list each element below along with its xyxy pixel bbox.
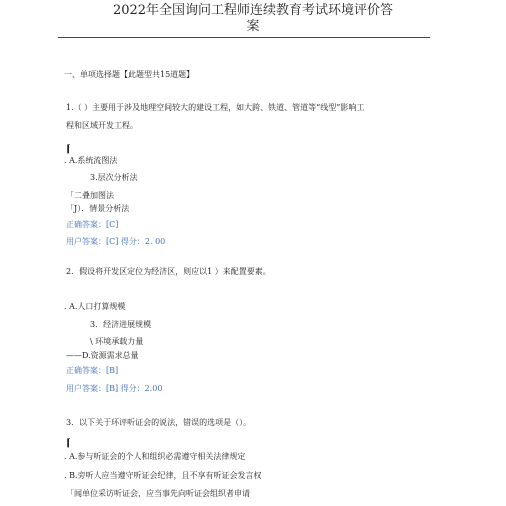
q2-option-a[interactable]: . A.人口打算规模 [64, 302, 126, 311]
q3-option-c[interactable]: 「闻单位采访听证会，应当事先向听证会组织者申请 [66, 489, 250, 498]
q1-mark-icon: ⌈ [66, 144, 71, 155]
q2-option-d[interactable]: ——D.资源需求总量 [66, 351, 139, 360]
title-line-1: 2022年全国询问工程师连续教育考试环境评价答 [112, 3, 394, 18]
q1-correct-answer: 正确答案：[C] [66, 220, 119, 229]
q2-correct-answer: 正确答案：[B] [66, 366, 119, 375]
q1-option-b[interactable]: 3.层次分析法 [90, 173, 138, 182]
q1-stem-line-2: 程和区域开发工程。 [66, 121, 138, 130]
q1-stem-line-1: 1.（ ）主要用于涉及地理空间较大的建设工程，如大跨、铁道、管道等“线型”影响工 [66, 103, 365, 112]
section-heading: 一、单项选择题【此题型共15道题】 [64, 70, 195, 79]
q1-option-c[interactable]: 「二叠加图法 [66, 191, 114, 200]
q3-stem: 3．以下关于环评听证会的说法，错误的选项是（）。 [66, 418, 252, 427]
q2-stem: 2．假设将开发区定位为经济区，则应以1 ）来配置要素。 [66, 267, 271, 276]
title-line-2: 案 [246, 19, 260, 34]
document-title [0, 3, 506, 35]
q3-option-b[interactable]: . B.旁听人应当遵守听证会纪律，且不享有听证会发言权 [64, 471, 262, 480]
q3-mark-icon: ⌈ [66, 438, 71, 449]
q2-option-b[interactable]: 3．经济进展规模 [90, 320, 152, 329]
q2-user-answer: 用户答案：[B] 得分：2.00 [66, 384, 163, 393]
q1-user-answer: 用户答案：[C] 得分：2. 00 [66, 237, 166, 246]
q3-option-a[interactable]: . A.参与听证会的个人和组织必需遵守相关法律规定 [64, 452, 246, 461]
q1-option-d[interactable]: 「J）．情景分析法 [66, 204, 130, 213]
title-divider [58, 37, 430, 38]
q1-option-a[interactable]: . A.系统流图法 [64, 156, 118, 165]
q2-option-c[interactable]: \ 环境承载力量 [90, 337, 144, 346]
